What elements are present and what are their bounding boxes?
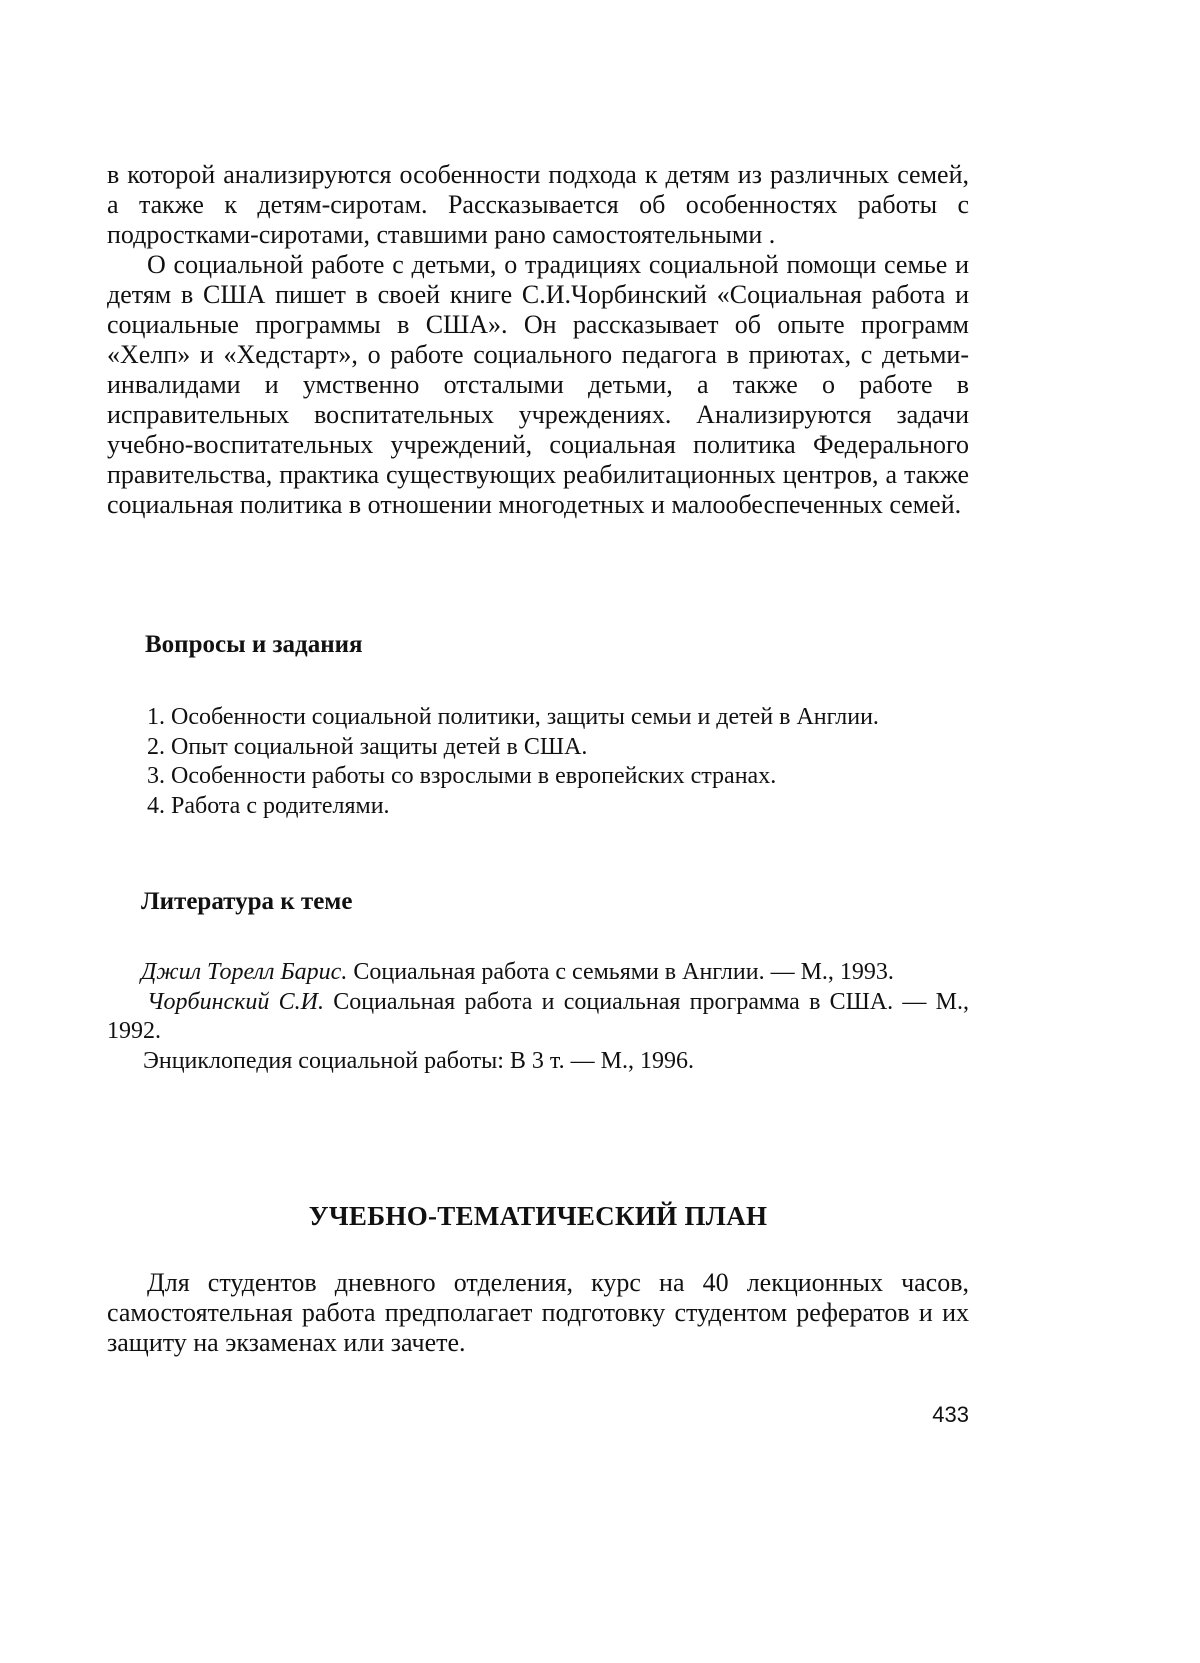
page-number: 433 [932,1402,969,1427]
literature-description: Энциклопедия социальной работы: В 3 т. — М., 1996. [143,1047,694,1074]
intro-section [107,160,969,520]
questions-list [107,703,969,821]
intro-paragraph-1: в которой анализируются особенности подхода к детям из различных семей, а также к детям-сиротам. Рассказывается об особенностях работы с подростками-сиротами, ставшими рано самостоятельными . [107,160,969,249]
plan-title: УЧЕБНО-ТЕМАТИЧЕСКИЙ ПЛАН [308,1201,768,1231]
literature-heading: Литература к теме [141,888,353,915]
intro-paragraph-2: О социальной работе с детьми, о традициях социальной помощи семье и детям в США пишет в своей книге С.И.Чорбинский «Социальная работа и социальные программы в США». Он рассказывает об опыте программ «Хелп» и «Хедстарт», о работе социального педагога в приютах, с детьми-инвалидами и умственно отсталыми детьми, а также о работе в исправительных воспитательных учреждениях. Анализируются задачи учебно-воспитательных учреждений, социальная политика Федерального правительства, практика существующих реабилитационных центров, а также социальная политика в отношении многодетных и малообеспеченных семей. [107,250,969,519]
question-item: 4. Работа с родителями. [147,792,390,819]
plan-section [107,1268,969,1358]
literature-list [107,958,969,1076]
question-item: 2. Опыт социальной защиты детей в США. [147,733,588,760]
question-item: 3. Особенности работы со взрослыми в европейских странах. [147,763,777,789]
literature-item [107,1047,969,1077]
book-page [107,0,969,1663]
literature-description: Социальная работа с семьями в Англии. — М., 1993. [347,959,894,985]
plan-paragraph: Для студентов дневного отделения, курс на 40 лекционных часов, самостоятельная работа предполагает подготовку студентом рефератов и их защиту на экзаменах или зачете. [107,1268,969,1357]
literature-author: Джил Торелл Барис. [141,959,348,985]
literature-item [107,988,969,1047]
literature-item [107,958,969,988]
question-item: 1. Особенности социальной политики, защиты семьи и детей в Англии. [147,704,879,730]
questions-heading: Вопросы и задания [145,631,363,658]
literature-description: Социальная работа и социальная программа в США. — М., 1992. [107,988,969,1044]
literature-author: Чорбинский С.И. [147,988,324,1015]
